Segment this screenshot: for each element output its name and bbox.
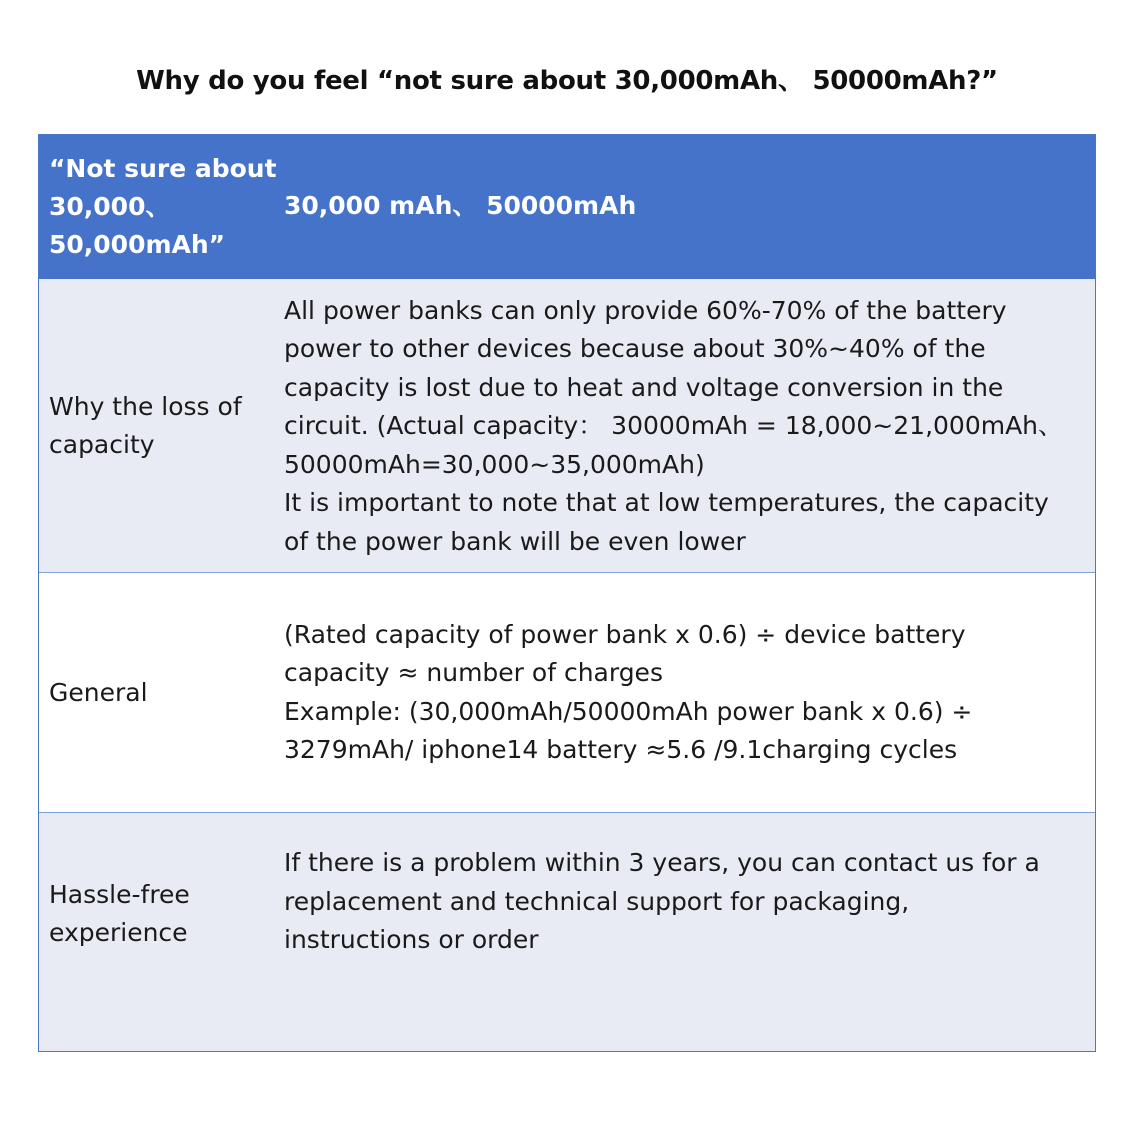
comparison-table: [38, 134, 1096, 1052]
row-text-line: capacity ≈ number of charges: [284, 658, 663, 687]
table-header-row: [39, 135, 1095, 279]
header-right-cell: [284, 187, 1095, 226]
row-label-line: General: [49, 677, 148, 707]
row-text-line: All power banks can only provide 60%-70% of the battery: [284, 295, 1007, 325]
row-text-line: Example: (30,000mAh/50000mAh power bank x 0.6) ÷: [284, 696, 973, 726]
row-text-cell: [284, 573, 1095, 812]
header-left-line: “Not sure about: [49, 153, 277, 183]
row-label-line: experience: [49, 918, 188, 947]
header-left-line: 50,000mAh”: [49, 229, 226, 259]
row-text-cell: [284, 279, 1095, 572]
row-text-line: If there is a problem within 3 years, you can contact us for a: [284, 848, 1040, 878]
table-row: [39, 573, 1095, 813]
row-text-line: circuit. (Actual capacity： 30000mAh = 18,000~21,000mAh、: [284, 411, 1064, 441]
row-label-line: Why the loss of: [49, 391, 242, 421]
row-text-line: replacement and technical support for packaging,: [284, 886, 910, 916]
row-text-line: power to other devices because about 30%~40% of the: [284, 334, 986, 364]
row-text-line: 50000mAh=30,000~35,000mAh): [284, 449, 705, 479]
row-text-line: It is important to note that at low temperatures, the capacity: [284, 488, 1049, 518]
row-text-line: of the power bank will be even lower: [284, 526, 746, 556]
page-title: Why do you feel “not sure about 30,000mAh、 50000mAh?”: [136, 66, 998, 96]
header-right-text: 30,000 mAh、 50000mAh: [284, 191, 637, 221]
table-row: [39, 279, 1095, 573]
row-text-line: instructions or order: [284, 925, 539, 955]
header-left-cell: [39, 150, 284, 264]
row-text-line: (Rated capacity of power bank x 0.6) ÷ device battery: [284, 619, 966, 649]
row-label-line: Hassle-free: [49, 880, 190, 909]
row-text-cell: [284, 813, 1095, 1051]
header-left-line: 30,000、: [49, 191, 171, 221]
row-text-line: 3279mAh/ iphone14 battery ≈5.6 /9.1charging cycles: [284, 735, 958, 764]
row-label-cell: [39, 573, 284, 812]
row-label-cell: [39, 279, 284, 572]
row-text-line: capacity is lost due to heat and voltage conversion in the: [284, 372, 1004, 402]
table-row: [39, 813, 1095, 1051]
row-label-cell: [39, 813, 284, 1051]
row-label-line: capacity: [49, 429, 155, 459]
